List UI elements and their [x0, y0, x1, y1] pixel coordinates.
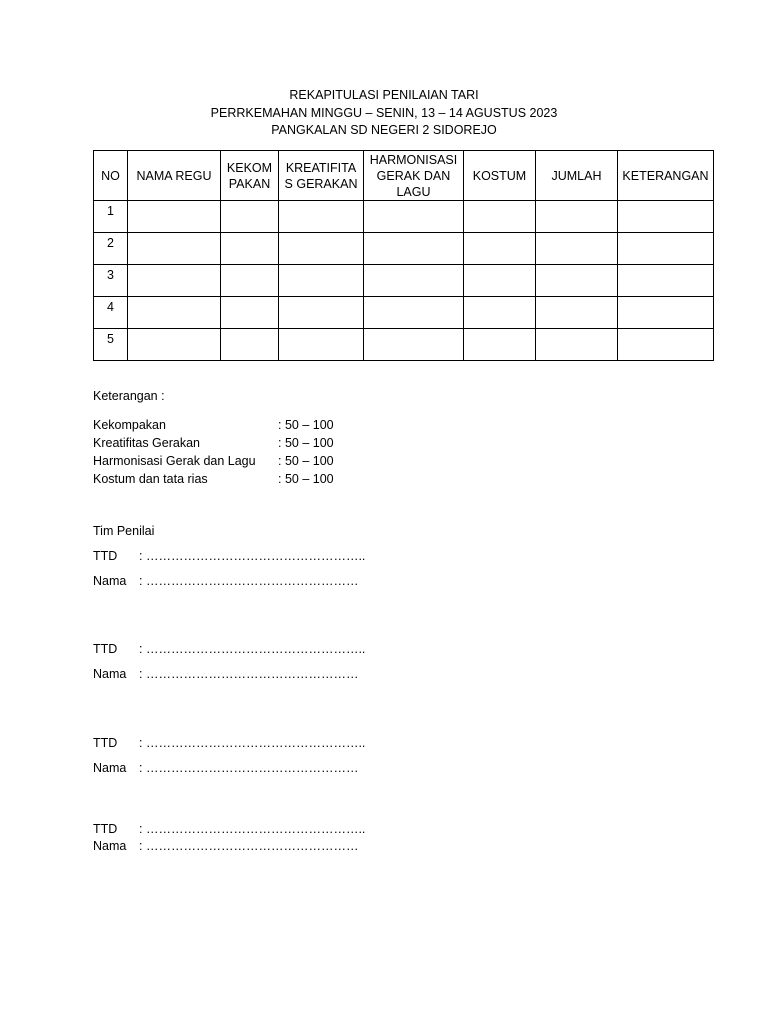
ttd-line: : ……………………………………………..	[139, 736, 366, 750]
ttd-label: TTD	[93, 822, 118, 836]
nama-row	[93, 573, 365, 590]
legend-title: Keterangan :	[93, 389, 165, 403]
header-kreatifitas-line-2: S GERAKAN	[284, 176, 358, 191]
ttd-label: TTD	[93, 642, 118, 656]
header-kreatifitas	[279, 151, 364, 201]
cell-nama-regu	[128, 297, 221, 329]
legend-label: Kreatifitas Gerakan	[93, 436, 200, 450]
nama-label: Nama	[93, 761, 127, 775]
legend-list	[93, 416, 334, 488]
cell-keterangan	[618, 265, 714, 297]
cell-keterangan	[618, 329, 714, 361]
cell-kekompakan	[221, 297, 279, 329]
header-no: NO	[94, 151, 128, 201]
legend-range: : 50 – 100	[278, 418, 334, 432]
nama-row	[93, 838, 365, 855]
table-row	[94, 297, 714, 329]
header-jumlah: JUMLAH	[536, 151, 618, 201]
ttd-row	[93, 821, 365, 838]
cell-harmonisasi	[364, 265, 464, 297]
nama-label: Nama	[93, 574, 127, 588]
row-number: 4	[94, 297, 128, 329]
legend-range: : 50 – 100	[278, 454, 334, 468]
table-row	[94, 233, 714, 265]
cell-kreatifitas	[279, 201, 364, 233]
legend-item	[93, 452, 334, 470]
cell-kostum	[464, 233, 536, 265]
ttd-row	[93, 548, 365, 565]
cell-kreatifitas	[279, 233, 364, 265]
nama-label: Nama	[93, 839, 127, 853]
cell-keterangan	[618, 201, 714, 233]
nama-line: : ……………………………………………	[139, 574, 359, 588]
table-row	[94, 265, 714, 297]
ttd-label: TTD	[93, 736, 118, 750]
cell-kekompakan	[221, 265, 279, 297]
cell-harmonisasi	[364, 329, 464, 361]
legend-label: Kostum dan tata rias	[93, 472, 208, 486]
signature-block-4	[93, 821, 365, 855]
cell-nama-regu	[128, 201, 221, 233]
nama-line: : ……………………………………………	[139, 761, 359, 775]
legend-item	[93, 434, 334, 452]
cell-nama-regu	[128, 233, 221, 265]
score-table	[93, 150, 714, 361]
nama-row	[93, 760, 365, 777]
cell-jumlah	[536, 201, 618, 233]
cell-nama-regu	[128, 265, 221, 297]
header-harmonisasi-line-3: LAGU	[396, 184, 431, 199]
table-header-row	[94, 151, 714, 201]
cell-kostum	[464, 265, 536, 297]
cell-harmonisasi	[364, 201, 464, 233]
ttd-row	[93, 641, 365, 658]
cell-kostum	[464, 297, 536, 329]
ttd-line: : ……………………………………………..	[139, 642, 366, 656]
table-row	[94, 329, 714, 361]
cell-nama-regu	[128, 329, 221, 361]
header-kostum: KOSTUM	[464, 151, 536, 201]
header-kekompakan-line-1: KEKOM	[226, 160, 273, 175]
cell-kekompakan	[221, 201, 279, 233]
cell-jumlah	[536, 329, 618, 361]
row-number: 1	[94, 201, 128, 233]
title-line-3: PANGKALAN SD NEGERI 2 SIDOREJO	[271, 123, 497, 137]
cell-kostum	[464, 329, 536, 361]
header-harmonisasi-line-1: HARMONISASI	[369, 152, 458, 167]
ttd-line: : ……………………………………………..	[139, 549, 366, 563]
cell-harmonisasi	[364, 297, 464, 329]
cell-kostum	[464, 201, 536, 233]
ttd-label: TTD	[93, 549, 118, 563]
cell-jumlah	[536, 297, 618, 329]
cell-kekompakan	[221, 329, 279, 361]
nama-label: Nama	[93, 667, 127, 681]
cell-keterangan	[618, 233, 714, 265]
header-kekompakan-line-2: PAKAN	[228, 176, 271, 191]
header-harmonisasi	[364, 151, 464, 201]
signature-block-3	[93, 735, 365, 777]
cell-keterangan	[618, 297, 714, 329]
title-line-1: REKAPITULASI PENILAIAN TARI	[289, 88, 479, 102]
legend-range: : 50 – 100	[278, 436, 334, 450]
cell-jumlah	[536, 265, 618, 297]
nama-line: : ……………………………………………	[139, 839, 359, 853]
row-number: 5	[94, 329, 128, 361]
cell-harmonisasi	[364, 233, 464, 265]
title-line-2: PERRKEMAHAN MINGGU – SENIN, 13 – 14 AGUSTUS 2023	[210, 105, 558, 120]
legend-range: : 50 – 100	[278, 472, 334, 486]
legend-label: Kekompakan	[93, 418, 166, 432]
nama-line: : ……………………………………………	[139, 667, 359, 681]
document-title	[0, 87, 768, 140]
header-nama-regu: NAMA REGU	[128, 151, 221, 201]
cell-kekompakan	[221, 233, 279, 265]
legend-item	[93, 470, 334, 488]
header-kekompakan	[221, 151, 279, 201]
ttd-line: : ……………………………………………..	[139, 822, 366, 836]
signature-block-2	[93, 641, 365, 683]
legend-label: Harmonisasi Gerak dan Lagu	[93, 454, 256, 468]
table-row	[94, 201, 714, 233]
legend-item	[93, 416, 334, 434]
cell-kreatifitas	[279, 329, 364, 361]
nama-row	[93, 666, 365, 683]
row-number: 2	[94, 233, 128, 265]
cell-kreatifitas	[279, 265, 364, 297]
signature-block-1	[93, 548, 365, 590]
cell-kreatifitas	[279, 297, 364, 329]
header-keterangan: KETERANGAN	[618, 151, 714, 201]
cell-jumlah	[536, 233, 618, 265]
ttd-row	[93, 735, 365, 752]
header-kreatifitas-line-1: KREATIFITA	[285, 160, 357, 175]
header-harmonisasi-line-2: GERAK DAN	[376, 168, 451, 183]
team-title: Tim Penilai	[93, 524, 155, 538]
row-number: 3	[94, 265, 128, 297]
